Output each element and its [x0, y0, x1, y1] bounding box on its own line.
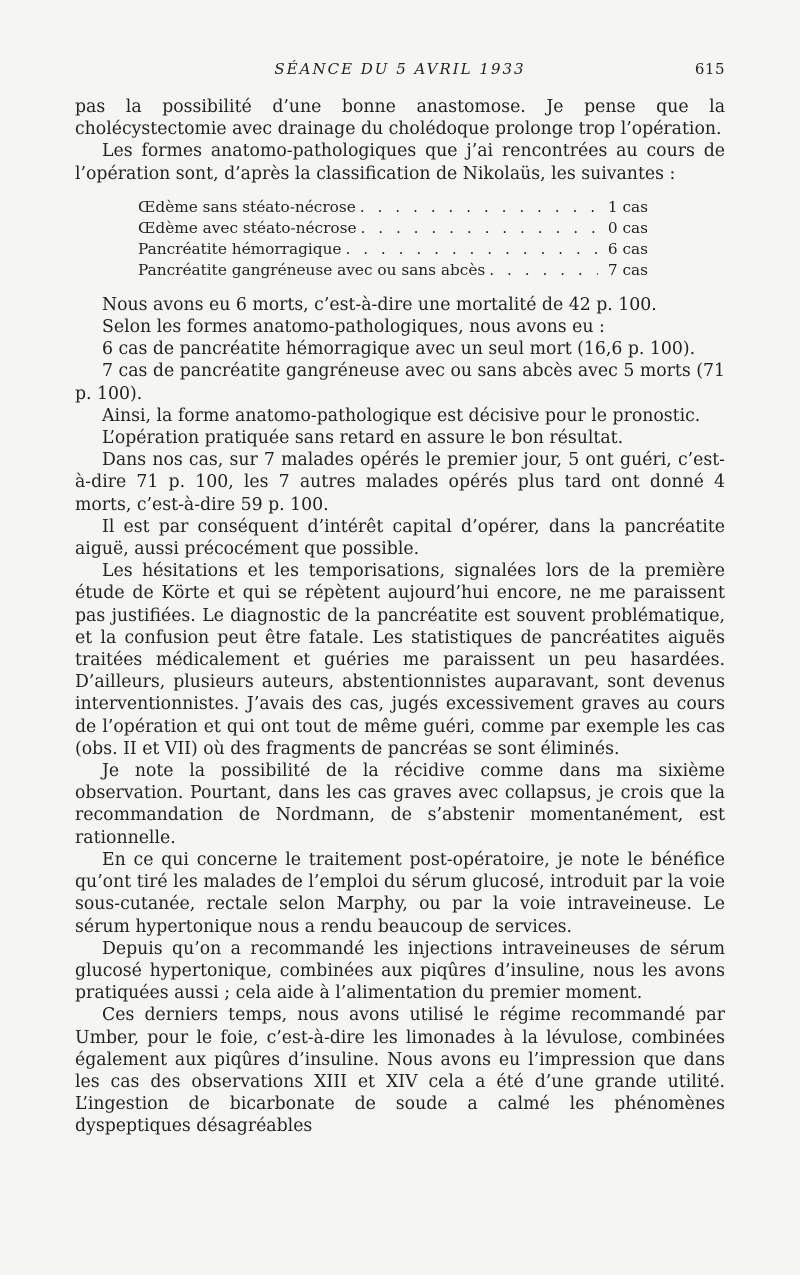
classification-name: Œdème sans stéato-nécrose — [138, 197, 356, 216]
classification-count: 7 cas — [607, 260, 648, 279]
classification-name: Pancréatite hémorragique — [138, 239, 342, 258]
running-head: SÉANCE DU 5 AVRIL 1933 — [274, 60, 526, 78]
paragraph: 7 cas de pancréatite gangréneuse avec ou sans abcès avec 5 morts (71 p. 100). — [75, 361, 725, 404]
classification-name: Pancréatite gangréneuse avec ou sans abcès — [138, 260, 486, 279]
classification-count: 0 cas — [607, 218, 648, 237]
paragraph: En ce qui concerne le traitement post-opératoire, je note le bénéfice qu’ont tiré les malades de l’emploi du sérum glucosé, introduit par la voie sous-cutanée, rectale selon Marphy, ou par la voie intraveineuse. Le sérum hypertonique nous a rendu beaucoup de services. — [75, 849, 725, 937]
dot-leader — [485, 260, 598, 281]
paragraph: Les formes anatomo-pathologiques que j’ai rencontrées au cours de l’opération sont, d’après la classification de Nikolaüs, les suivantes : — [75, 141, 725, 184]
paragraph: Selon les formes anatomo-pathologiques, nous avons eu : — [102, 317, 605, 338]
dot-leader — [341, 239, 598, 260]
paragraph: Je note la possibilité de la récidive comme dans ma sixième observation. Pourtant, dans les cas graves avec collapsus, je crois que la recommandation de Nordmann, de s’abstenir momentanément, est rationnelle. — [75, 761, 725, 848]
paragraph: Nous avons eu 6 morts, c’est-à-dire une mortalité de 42 p. 100. — [102, 294, 657, 315]
classification-count: 6 cas — [607, 239, 648, 258]
classification-row — [138, 218, 648, 239]
paragraph: 6 cas de pancréatite hémorragique avec un seul mort (16,6 p. 100). — [102, 339, 696, 360]
dot-leader — [357, 218, 599, 239]
paragraph: Les hésitations et les temporisations, signalées lors de la première étude de Körte et qui se répètent aujourd’hui encore, ne me paraissent pas justifiées. Le diagnostic de la pancréatite est souvent problématique, et la confusion peut être fatale. Les statistiques de pancréatites aiguës traitées médicalement et guéries me paraissent un peu hasardées. D’ailleurs, plusieurs auteurs, abstentionnistes auparavant, sont devenus interventionnistes. J’avais des cas, jugés excessivement graves au cours de l’opération et qui ont tout de même guéri, comme par exemple les cas (obs. II et VII) où des fragments de pancréas se sont éliminés. — [75, 561, 725, 759]
paragraph: Depuis qu’on a recommandé les injections intraveineuses de sérum glucosé hypertonique, combinées aux piqûres d’insuline, nous les avons pratiquées aussi ; cela aide à l’alimentation du premier moment. — [75, 938, 725, 1004]
dot-leader — [356, 197, 598, 218]
body-text — [75, 96, 725, 1138]
paragraph: Ainsi, la forme anatomo-pathologique est décisive pour le pronostic. — [102, 405, 701, 426]
paragraph: Il est par conséquent d’intérêt capital d’opérer, dans la pancréatite aiguë, aussi précocément que possible. — [75, 516, 725, 560]
classification-list — [138, 197, 648, 281]
classification-row — [138, 197, 648, 218]
paragraph: Dans nos cas, sur 7 malades opérés le premier jour, 5 ont guéri, c’est-à-dire 71 p. 100, les 7 autres malades opérés plus tard ont donné 4 morts, c’est-à-dire 59 p. 100. — [75, 450, 725, 515]
paragraph: pas la possibilité d’une bonne anastomose. Je pense que la cholécystectomie avec drainage du cholédoque prolonge trop l’opération. — [75, 97, 725, 140]
page-number: 615 — [694, 60, 725, 78]
paragraph: Ces derniers temps, nous avons utilisé le régime recommandé par Umber, pour le foie, c’est-à-dire les limonades à la lévulose, combinées également aux piqûres d’insuline. Nous avons eu l’impression que dans les cas des observations XIII et XIV cela a été d’une grande utilité. L’ingestion de bicarbonate de soude a calmé les phénomènes dyspeptiques désagréables — [75, 1005, 725, 1137]
page-header — [75, 60, 725, 84]
classification-row — [138, 239, 648, 260]
paragraph: L’opération pratiquée sans retard en assure le bon résultat. — [102, 428, 624, 449]
classification-name: Œdème avec stéato-nécrose — [138, 218, 357, 237]
classification-count: 1 cas — [607, 197, 648, 216]
classification-row — [138, 260, 648, 281]
